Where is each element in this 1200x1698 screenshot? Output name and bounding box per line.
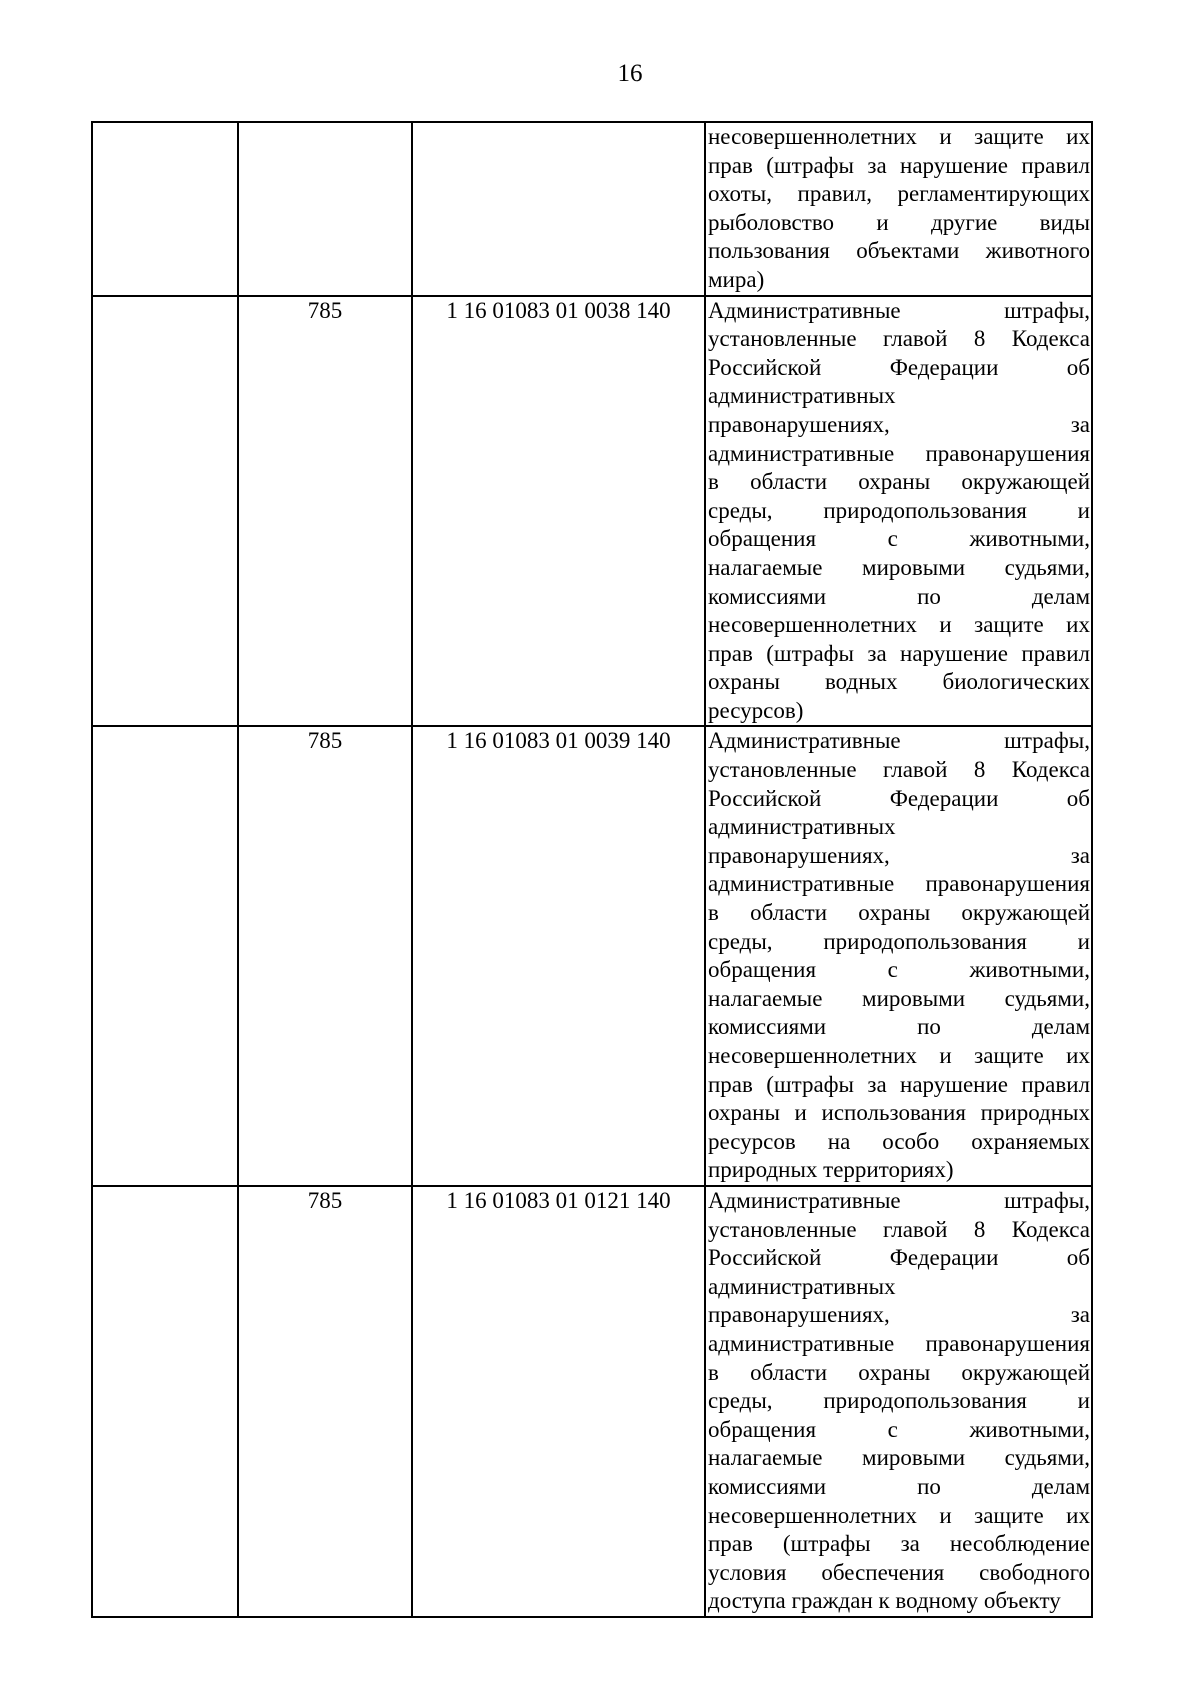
description-cell — [705, 122, 1092, 296]
description-line: среды, природопользования и — [708, 928, 1090, 954]
description-line: Российской Федерации об — [708, 354, 1090, 380]
description-line: Российской Федерации об — [708, 785, 1090, 811]
budget-classification-code-cell — [412, 122, 705, 296]
description-line: административных — [708, 1273, 896, 1299]
description-line: правонарушениях, за — [708, 411, 1090, 437]
description-line: комиссиями по делам — [708, 1014, 1090, 1040]
description-line: комиссиями по делам — [708, 583, 1090, 609]
budget-classification-code-cell: 1 16 01083 01 0121 140 — [412, 1186, 705, 1617]
description-line: установленные главой 8 Кодекса — [708, 1216, 1090, 1242]
description-line: несовершеннолетних и защите их — [708, 1502, 1090, 1528]
description-line: прав (штрафы за нарушение правил — [708, 640, 1090, 666]
description-line: Российской Федерации об — [708, 1245, 1090, 1271]
description-line: доступа граждан к водному объекту — [708, 1588, 1061, 1614]
description-line: обращения с животными, — [708, 526, 1090, 552]
description-line: прав (штрафы за нарушение правил — [708, 1071, 1090, 1097]
description-line: мира) — [708, 266, 765, 292]
description-line: административных — [708, 383, 896, 409]
table-row — [92, 1186, 1092, 1617]
description-line: в области охраны окружающей — [708, 469, 1090, 495]
page-number: 16 — [617, 60, 643, 87]
budget-classification-code-cell: 1 16 01083 01 0039 140 — [412, 726, 705, 1186]
administrator-code-cell: 785 — [238, 296, 412, 727]
description-line: в области охраны окружающей — [708, 1359, 1090, 1385]
description-cell — [705, 726, 1092, 1186]
description-line: административных — [708, 814, 896, 840]
description-line: охраны водных биологических — [708, 669, 1090, 695]
empty-cell — [92, 296, 238, 727]
description-line: Административные штрафы, — [708, 297, 1090, 323]
description-line: налагаемые мировыми судьями, — [708, 1445, 1090, 1471]
description-line: условия обеспечения свободного — [708, 1559, 1090, 1585]
description-line: административные правонарушения — [708, 871, 1090, 897]
description-line: несовершеннолетних и защите их — [708, 124, 1090, 149]
description-line: налагаемые мировыми судьями, — [708, 554, 1090, 580]
description-line: административные правонарушения — [708, 1330, 1090, 1356]
empty-cell — [92, 122, 238, 296]
description-line: правонарушениях, за — [708, 842, 1090, 868]
description-line: охоты, правил, регламентирующих — [708, 181, 1090, 207]
description-line: правонарушениях, за — [708, 1302, 1090, 1328]
administrator-code-cell — [238, 122, 412, 296]
description-line: обращения с животными, — [708, 957, 1090, 983]
description-line: пользования объектами животного — [708, 238, 1090, 264]
administrator-code-cell: 785 — [238, 1186, 412, 1617]
description-cell — [705, 296, 1092, 727]
administrator-code-cell: 785 — [238, 726, 412, 1186]
description-line: прав (штрафы за несоблюдение — [708, 1531, 1090, 1557]
description-line: административные правонарушения — [708, 440, 1090, 466]
description-cell — [705, 1186, 1092, 1617]
description-line: установленные главой 8 Кодекса — [708, 757, 1090, 783]
table-row — [92, 122, 1092, 296]
description-line: Административные штрафы, — [708, 1187, 1090, 1213]
description-line: несовершеннолетних и защите их — [708, 1043, 1090, 1068]
empty-cell — [92, 1186, 238, 1617]
description-line: рыболовство и другие виды — [708, 209, 1090, 235]
description-line: среды, природопользования и — [708, 497, 1090, 523]
description-line: ресурсов на особо охраняемых — [708, 1128, 1090, 1154]
description-line: среды, природопользования и — [708, 1388, 1090, 1414]
description-line: прав (штрафы за нарушение правил — [708, 152, 1090, 178]
table-body — [92, 122, 1092, 1617]
table-row — [92, 296, 1092, 727]
description-line: в области охраны окружающей — [708, 900, 1090, 926]
budget-classification-code-cell: 1 16 01083 01 0038 140 — [412, 296, 705, 727]
description-line: природных территориях) — [708, 1157, 954, 1183]
empty-cell — [92, 726, 238, 1186]
description-line: охраны и использования природных — [708, 1100, 1090, 1126]
description-line: Административные штрафы, — [708, 728, 1090, 754]
description-line: ресурсов) — [708, 697, 804, 723]
table-row — [92, 726, 1092, 1186]
description-line: несовершеннолетних и защите их — [708, 612, 1090, 638]
description-line: установленные главой 8 Кодекса — [708, 326, 1090, 352]
description-line: обращения с животными, — [708, 1416, 1090, 1442]
description-line: налагаемые мировыми судьями, — [708, 985, 1090, 1011]
description-line: комиссиями по делам — [708, 1473, 1090, 1499]
budget-codes-table — [91, 121, 1093, 1618]
